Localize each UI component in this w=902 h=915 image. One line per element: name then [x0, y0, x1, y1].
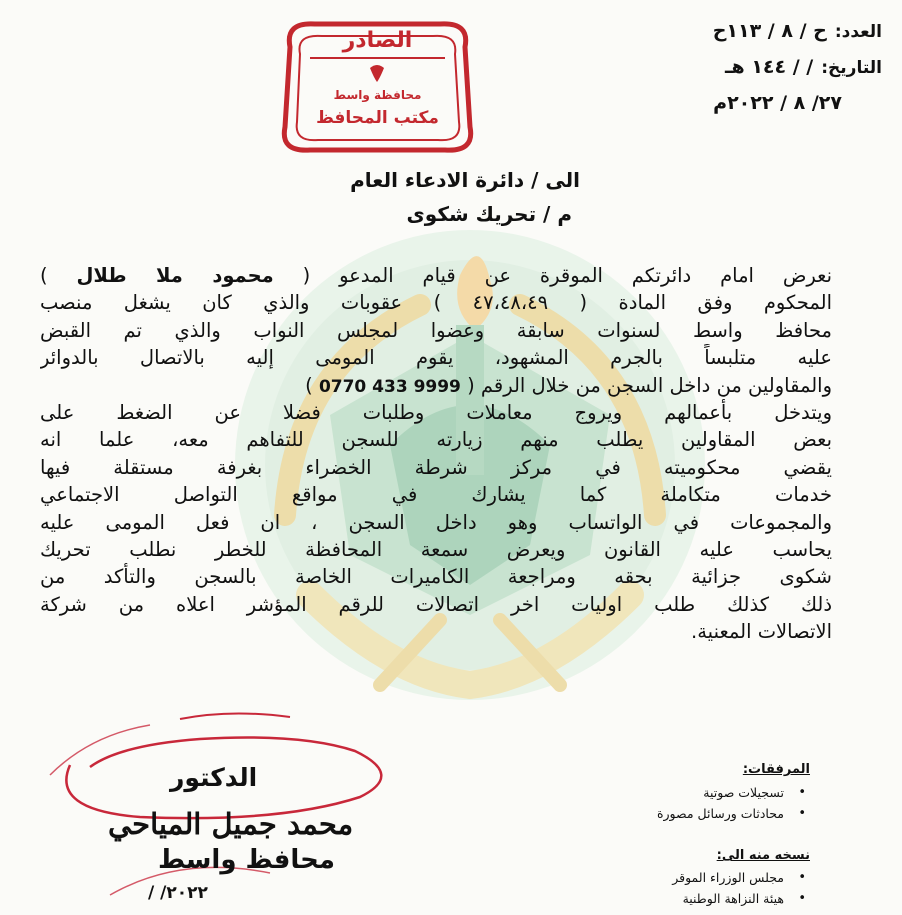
body-line: شكوى جزائية بحقه ومراجعة الكاميرات الخاصة بالسجن والتأكد من [40, 565, 832, 589]
body-line: يحاسب عليه القانون ويعرض سمعة المحافظة للخطر نطلب تحريك [40, 537, 832, 561]
subject: م / تحريك شكوى [406, 202, 572, 226]
body-line: يقضي محكوميته في مركز شرطة الخضراء بغرفة مستقلة فيها [40, 455, 832, 479]
list-item: • تسجيلات صوتية [657, 782, 806, 803]
document-number-value: ح / ٨ / ١١٣ح [712, 20, 827, 42]
body-line: والمجموعات في الواتساب وهو داخل السجن ، ان فعل المومى عليه [40, 510, 832, 534]
issued-stamp [270, 12, 485, 162]
body-line [40, 372, 832, 399]
attachments-heading: المرفقات: [742, 762, 810, 777]
stamp-issued-label: الصادر [342, 28, 413, 53]
gregorian-date: ٢٧/ ٨ / ٢٠٢٢م [713, 92, 842, 114]
addressee: الى / دائرة الادعاء العام [350, 168, 580, 192]
attachments-list [657, 782, 806, 824]
signature-date: / /٢٠٢٢ [148, 883, 208, 903]
body-line: عليه متلبساً بالجرم المشهود، يقوم المومى إليه بالاتصال بالدوائر [40, 346, 832, 370]
body-text: ) [305, 373, 313, 397]
copies-list [672, 867, 806, 909]
stamp-governorate: محافظة واسط [333, 88, 422, 102]
signatory-name: محمد جميل المياحي [108, 807, 354, 841]
signatory-title: الدكتور [170, 763, 258, 792]
signature-scribble [30, 705, 420, 905]
accused-name: محمود ملا طلال [76, 264, 274, 287]
body-line: ويتدخل بأعمالهم ويروج معاملات وطلبات فضلا عن الضغط على [40, 400, 832, 424]
phone-number: 0770 433 9999 [318, 376, 461, 397]
list-item: • هيئة النزاهة الوطنية [672, 888, 806, 909]
stamp-office: مكتب المحافظ [316, 108, 439, 128]
body-line: بعض المقاولين يطلب منهم زيارته للسجن للتفاهم معه، علما انه [40, 428, 832, 452]
body-text: ) [40, 264, 48, 287]
copies-heading: نسخه منه الى: [716, 848, 810, 863]
signatory-role: محافظ واسط [158, 845, 335, 875]
body-text: والمقاولين من داخل السجن من خلال الرقم ( [467, 373, 832, 397]
body-line [40, 262, 832, 289]
letter-body [40, 262, 832, 645]
body-line: خدمات متكاملة كما يشارك في مواقع التواصل الاجتماعي [40, 483, 832, 507]
body-line: ذلك كذلك طلب اوليات اخر اتصالات للرقم المؤشر اعلاه من شركة [40, 592, 832, 616]
list-item: • محادثات ورسائل مصورة [657, 803, 806, 824]
hijri-date [725, 56, 882, 78]
hijri-date-value: / / ١٤٤ هـ [725, 56, 814, 78]
date-label: التاريخ: [821, 58, 882, 78]
body-text: نعرض امام دائرتكم الموقرة عن قيام المدعو ( [302, 264, 832, 287]
body-line: محافظ واسط لسنوات سابقة وعضوا لمجلس النواب والذي تم القبض [40, 318, 832, 342]
signature-block [30, 705, 420, 905]
list-item: • مجلس الوزراء الموقر [672, 867, 806, 888]
body-line: المحكوم وفق المادة ( ٤٧،٤٨،٤٩ ) عقوبات والذي كان يشغل منصب [40, 291, 832, 315]
document-number-label: العدد: [834, 22, 882, 42]
document-number [713, 20, 882, 42]
body-line: الاتصالات المعنية. [691, 620, 832, 644]
